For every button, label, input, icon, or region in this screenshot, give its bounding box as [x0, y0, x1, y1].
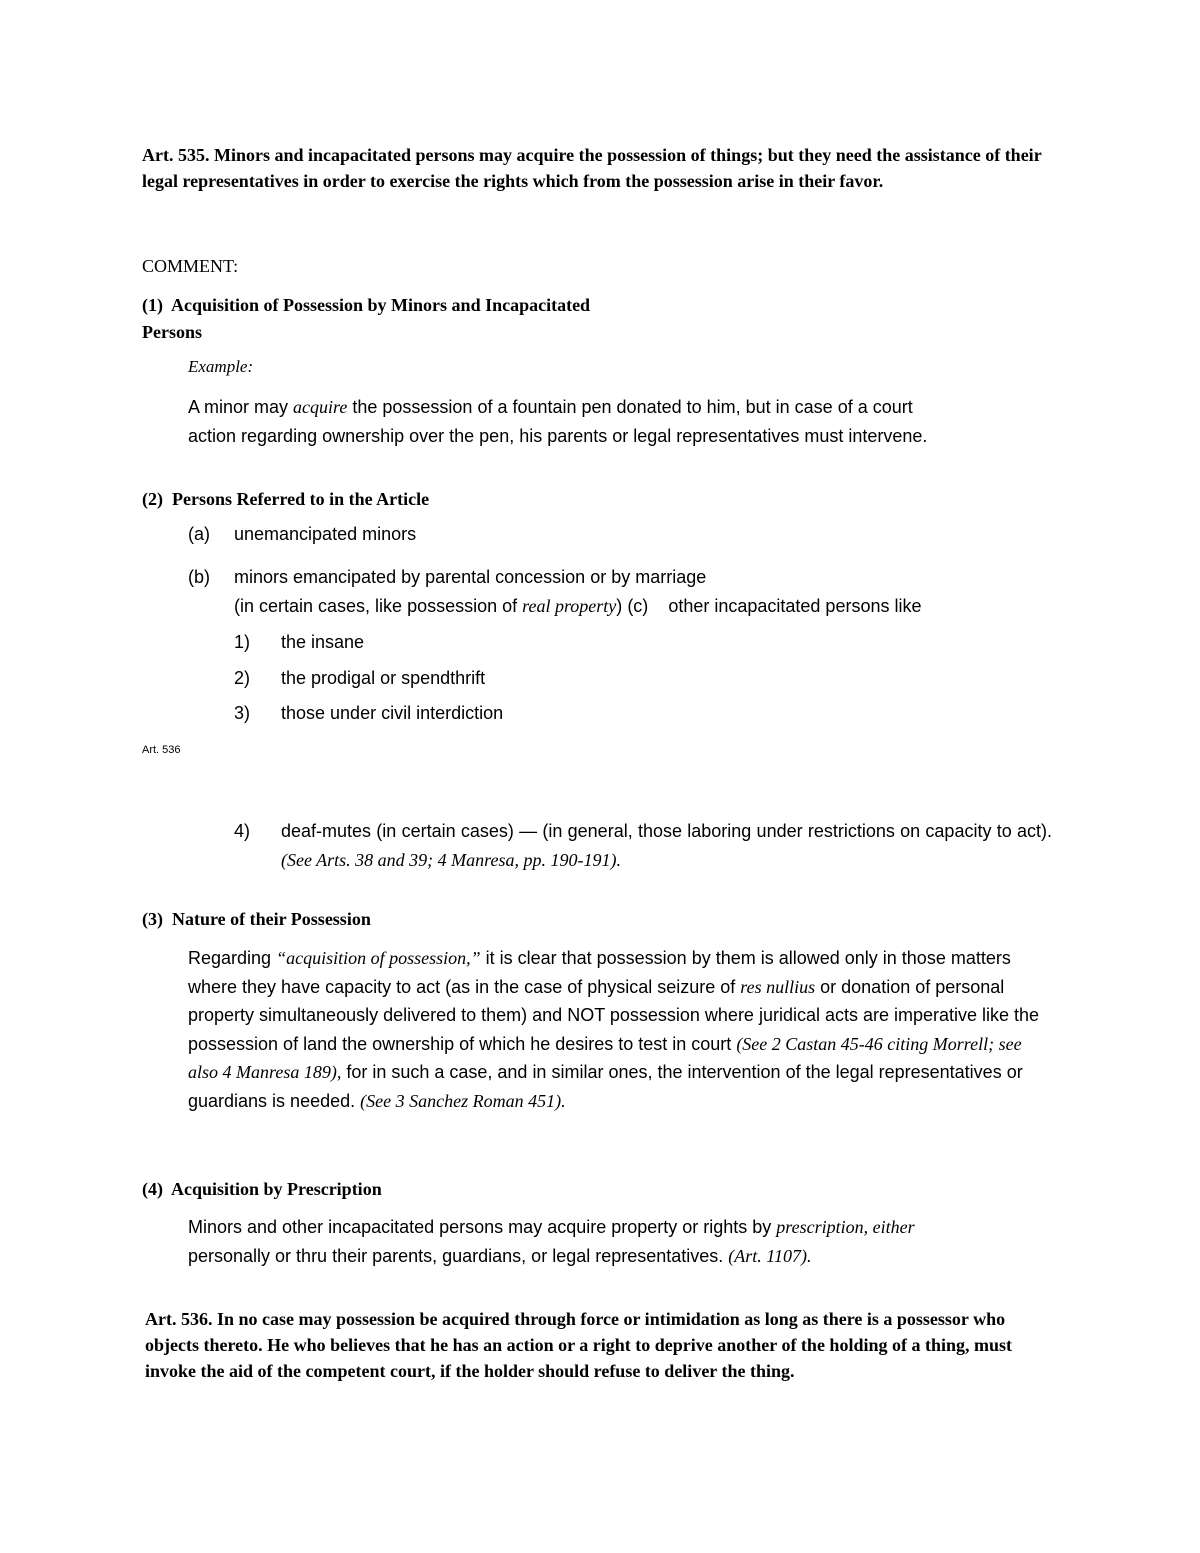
section-3-number: (3) — [142, 909, 163, 929]
section-2-number: (2) — [142, 489, 163, 509]
comment-heading: COMMENT: — [142, 256, 239, 276]
sublist-item-3-number: 3) — [234, 703, 251, 723]
section-1-text-c: action regarding ownership over the pen, his parents or legal representatives must intervene. — [188, 425, 928, 446]
list-item-b — [188, 563, 921, 620]
section-3-paragraph — [188, 944, 1054, 1115]
sublist-item-4 — [234, 817, 1054, 874]
list-item-a — [188, 524, 416, 545]
section-2-title: Persons Referred to in the Article — [172, 489, 430, 509]
sublist-item-4-citation: (See Arts. 38 and 39; 4 Manresa, pp. 190-191). — [281, 849, 621, 870]
sublist-item-3 — [234, 703, 503, 724]
section-4-text-b: personally or thru their parents, guardians, or legal representatives. — [188, 1245, 729, 1266]
list-item-b-label: (b) — [188, 567, 210, 587]
sublist-item-2-number: 2) — [234, 668, 251, 688]
section-1-paragraph — [188, 393, 1068, 450]
section-3-citation-b: (See 3 Sanchez Roman 451). — [360, 1090, 566, 1111]
article-535-text: Minors and incapacitated persons may acquire the possession of things; but they need the assistance of their legal representatives in order to exercise the rights which from the possession arise in their favor. — [142, 145, 1042, 191]
section-3-title: Nature of their Possession — [172, 909, 371, 929]
section-1-text-b: the possession of a fountain pen donated to him, but in case of a court — [347, 397, 913, 417]
sublist-item-2-text: the prodigal or spendthrift — [281, 668, 486, 688]
section-3-text-a: Regarding — [188, 948, 277, 968]
list-item-a-label: (a) — [188, 524, 210, 544]
section-1-number: (1) — [142, 295, 163, 315]
section-1-title-line2: Persons — [142, 322, 202, 342]
section-1-emphasis: acquire — [293, 397, 348, 417]
article-536-label: Art. 536. — [145, 1309, 213, 1329]
list-item-b-emphasis: real property — [522, 595, 617, 616]
list-item-b-line2: (in certain cases, like possession of — [234, 595, 523, 616]
list-item-c-text: other incapacitated persons like — [668, 595, 922, 616]
section-4-paragraph — [188, 1213, 1068, 1270]
section-1-text-a: A minor may — [188, 397, 294, 417]
list-item-b-close: ) — [616, 595, 623, 616]
section-3-heading — [142, 906, 371, 933]
article-535 — [142, 142, 1057, 194]
list-item-a-text: unemancipated minors — [234, 524, 417, 544]
sublist-item-4-text: deaf-mutes (in certain cases) — (in general, those laboring under restrictions on capacity to act). — [281, 821, 1052, 841]
sublist-item-3-text: those under civil interdiction — [281, 703, 504, 723]
section-4-number: (4) — [142, 1179, 163, 1199]
section-3-latin-term: res nullius — [740, 976, 816, 997]
section-1-title-line1: Acquisition of Possession by Minors and Incapacitated — [171, 295, 591, 315]
sublist-item-2 — [234, 668, 485, 689]
section-3-text-c: or donation of personal property simultaneously delivered to them) and NOT possession where juridical acts are imperative like the possession of land the ownership of which he desires to test in court — [188, 976, 1040, 1054]
sublist-item-1 — [234, 632, 364, 653]
section-3-citation-a: (See 2 Castan 45-46 citing Morrell; see also 4 Manresa 189), — [188, 1033, 1022, 1082]
section-3-text-d: for in such a case, and in similar ones, the intervention of the legal representatives or guardians is needed. — [188, 1062, 1023, 1111]
sublist-item-1-text: the insane — [281, 632, 365, 652]
sublist-item-4-number: 4) — [234, 821, 251, 841]
example-label: Example: — [188, 357, 254, 376]
section-4-heading — [142, 1176, 382, 1203]
section-1-heading — [142, 292, 590, 346]
section-4-title: Acquisition by Prescription — [171, 1179, 382, 1199]
article-536-text: In no case may possession be acquired through force or intimidation as long as there is a possessor who objects thereto. He who believes that he has an action or a right to deprive another of the holding of a thing, must invoke the aid of the competent court, if the holder should refuse to deliver the thing. — [145, 1309, 1012, 1381]
article-536 — [145, 1306, 1050, 1384]
sublist-item-4-body — [281, 817, 1052, 874]
section-3-quote: “acquisition of possession,” — [276, 948, 481, 968]
list-item-b-text: minors emancipated by parental concession or by marriage — [234, 567, 707, 587]
sublist-item-1-number: 1) — [234, 632, 251, 652]
section-4-citation: (Art. 1107). — [728, 1245, 812, 1266]
section-4-emphasis: prescription, either — [776, 1217, 915, 1237]
section-4-text-a: Minors and other incapacitated persons may acquire property or rights by — [188, 1217, 777, 1237]
running-header: Art. 536 — [142, 744, 181, 756]
section-2-heading — [142, 486, 429, 513]
article-535-label: Art. 535. — [142, 145, 210, 165]
section-3-text-b: it is clear that possession by them is allowed only in those matters where they have capacity to act (as in the case of physical seizure of — [188, 948, 1011, 997]
list-item-c-label: (c) — [627, 595, 649, 616]
